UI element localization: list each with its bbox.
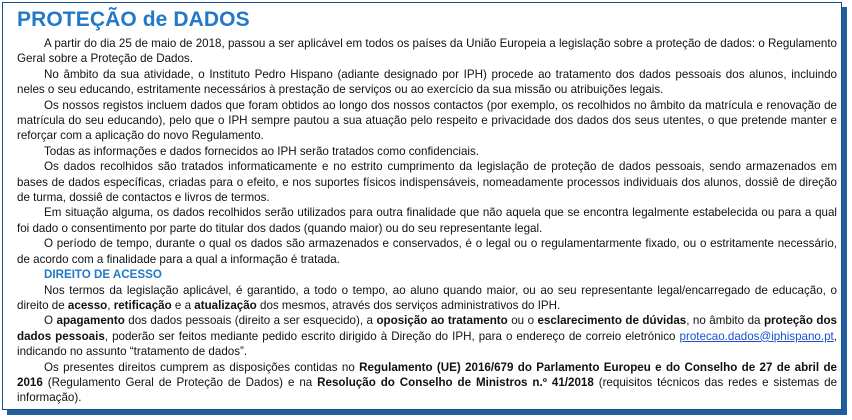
text-segment: e a: [171, 298, 195, 312]
text-segment: , poderão ser feitos mediante pedido escrito dirigido à Direção do IPH, para o endereço de correio eletrónico: [104, 329, 680, 343]
text-segment: (requisitos técnicos das redes e sistemas de informação).: [17, 375, 838, 405]
paragraph-records: Os nossos registos incluem dados que foram obtidos ao longo dos nossos contactos (por exemplo, os recolhidos no âmbito da matrícula e renovação de matrícula do seu educando), pelo que o IPH sempre pautou a sua atuação pelo respeito e privacidade dos dados dos seus utentes, o que pretende manter e reforçar com a aplicação do novo Regulamento.: [17, 98, 837, 143]
text-segment: ,: [107, 298, 114, 312]
text-segment: O: [44, 314, 57, 328]
bold-update: atualização: [194, 298, 257, 312]
paragraph-purpose: Em situação alguma, os dados recolhidos serão utilizados para outra finalidade que não aquela que se encontra legalmente estabelecida ou para a qual foi dado o consentimento por parte do titular dos dados (quando maior) ou do seu representante legal.: [17, 206, 837, 235]
document-body: [17, 36, 837, 406]
text-segment: dos mesmos, através dos serviços administrativos do IPH.: [256, 298, 561, 312]
text-segment: , no âmbito da: [686, 314, 764, 328]
text-segment: dos dados pessoais (direito a ser esquecido), a: [124, 314, 377, 328]
text-segment: Nos termos da legislação aplicável, é garantido, a todo o tempo, ao aluno quando maior, ou ao seu representante legal/encarregado de educação, o direito de: [17, 283, 837, 312]
paragraph-scope: No âmbito da sua atividade, o Instituto Pedro Hispano (adiante designado por IPH) procede ao tratamento dos dados pessoais dos alunos, incluindo neles o seu educando, estritamente necessários à prestação de serviços ou ao exercício da sua missão ou atribuições legais.: [17, 67, 837, 97]
paragraph-access-rights: [17, 283, 837, 314]
bold-erasure: apagamento: [56, 314, 125, 328]
paragraph-erasure-rights: [17, 313, 837, 359]
email-link[interactable]: protecao.dados@iphispano.pt: [679, 329, 834, 343]
section-heading-access: DIREITO DE ACESSO: [44, 268, 162, 282]
text-segment: ou o: [507, 314, 538, 328]
bold-access: acesso: [67, 298, 108, 312]
paragraph-confidentiality: Todas as informações e dados fornecidos ao IPH serão tratados como confidenciais.: [44, 144, 480, 158]
page-title: PROTEÇÃO de DADOS: [17, 8, 250, 31]
bold-objection: oposição ao tratamento: [376, 314, 508, 328]
bold-data-protection: proteção dos dados pessoais: [17, 314, 837, 343]
paragraph-legal-basis: [17, 360, 837, 406]
text-segment: Os presentes direitos cumprem as disposições contidas no: [44, 360, 360, 374]
bold-rectification: retificação: [113, 298, 172, 312]
paragraph-retention: O período de tempo, durante o qual os dados são armazenados e conservados, é o legal ou o regulamentarmente fixado, ou o estritamente necessário, de acordo com a finalidade para a qual a informação é tratada.: [17, 237, 837, 266]
text-segment: (Regulamento Geral de Proteção de Dados) e na: [42, 375, 318, 389]
bold-resolution-reference: Resolução do Conselho de Ministros n.º 41/2018: [317, 375, 594, 389]
paragraph-intro: A partir do dia 25 de maio de 2018, passou a ser aplicável em todos os países da União Europeia a legislação sobre a proteção de dados: o Regulamento Geral sobre a Proteção de Dados.: [17, 37, 837, 66]
bold-clarification: esclarecimento de dúvidas: [537, 314, 687, 328]
bold-regulation-reference: Regulamento (UE) 2016/679 do Parlamento Europeu e do Conselho de 27 de abril de 2016: [17, 360, 838, 389]
text-segment: , indicando no assunto “tratamento de dados”.: [17, 329, 837, 359]
data-protection-panel: [2, 2, 842, 410]
paragraph-storage: Os dados recolhidos são tratados informaticamente e no estrito cumprimento da legislação de proteção de dados pessoais, sendo armazenados em bases de dados específicas, criadas para o efeito, e nos suportes físicos indispensáveis, nomeadamente processos individuais dos alunos, dossiê de direção de turma, dossiê de contactos e livros de termos.: [17, 160, 837, 205]
